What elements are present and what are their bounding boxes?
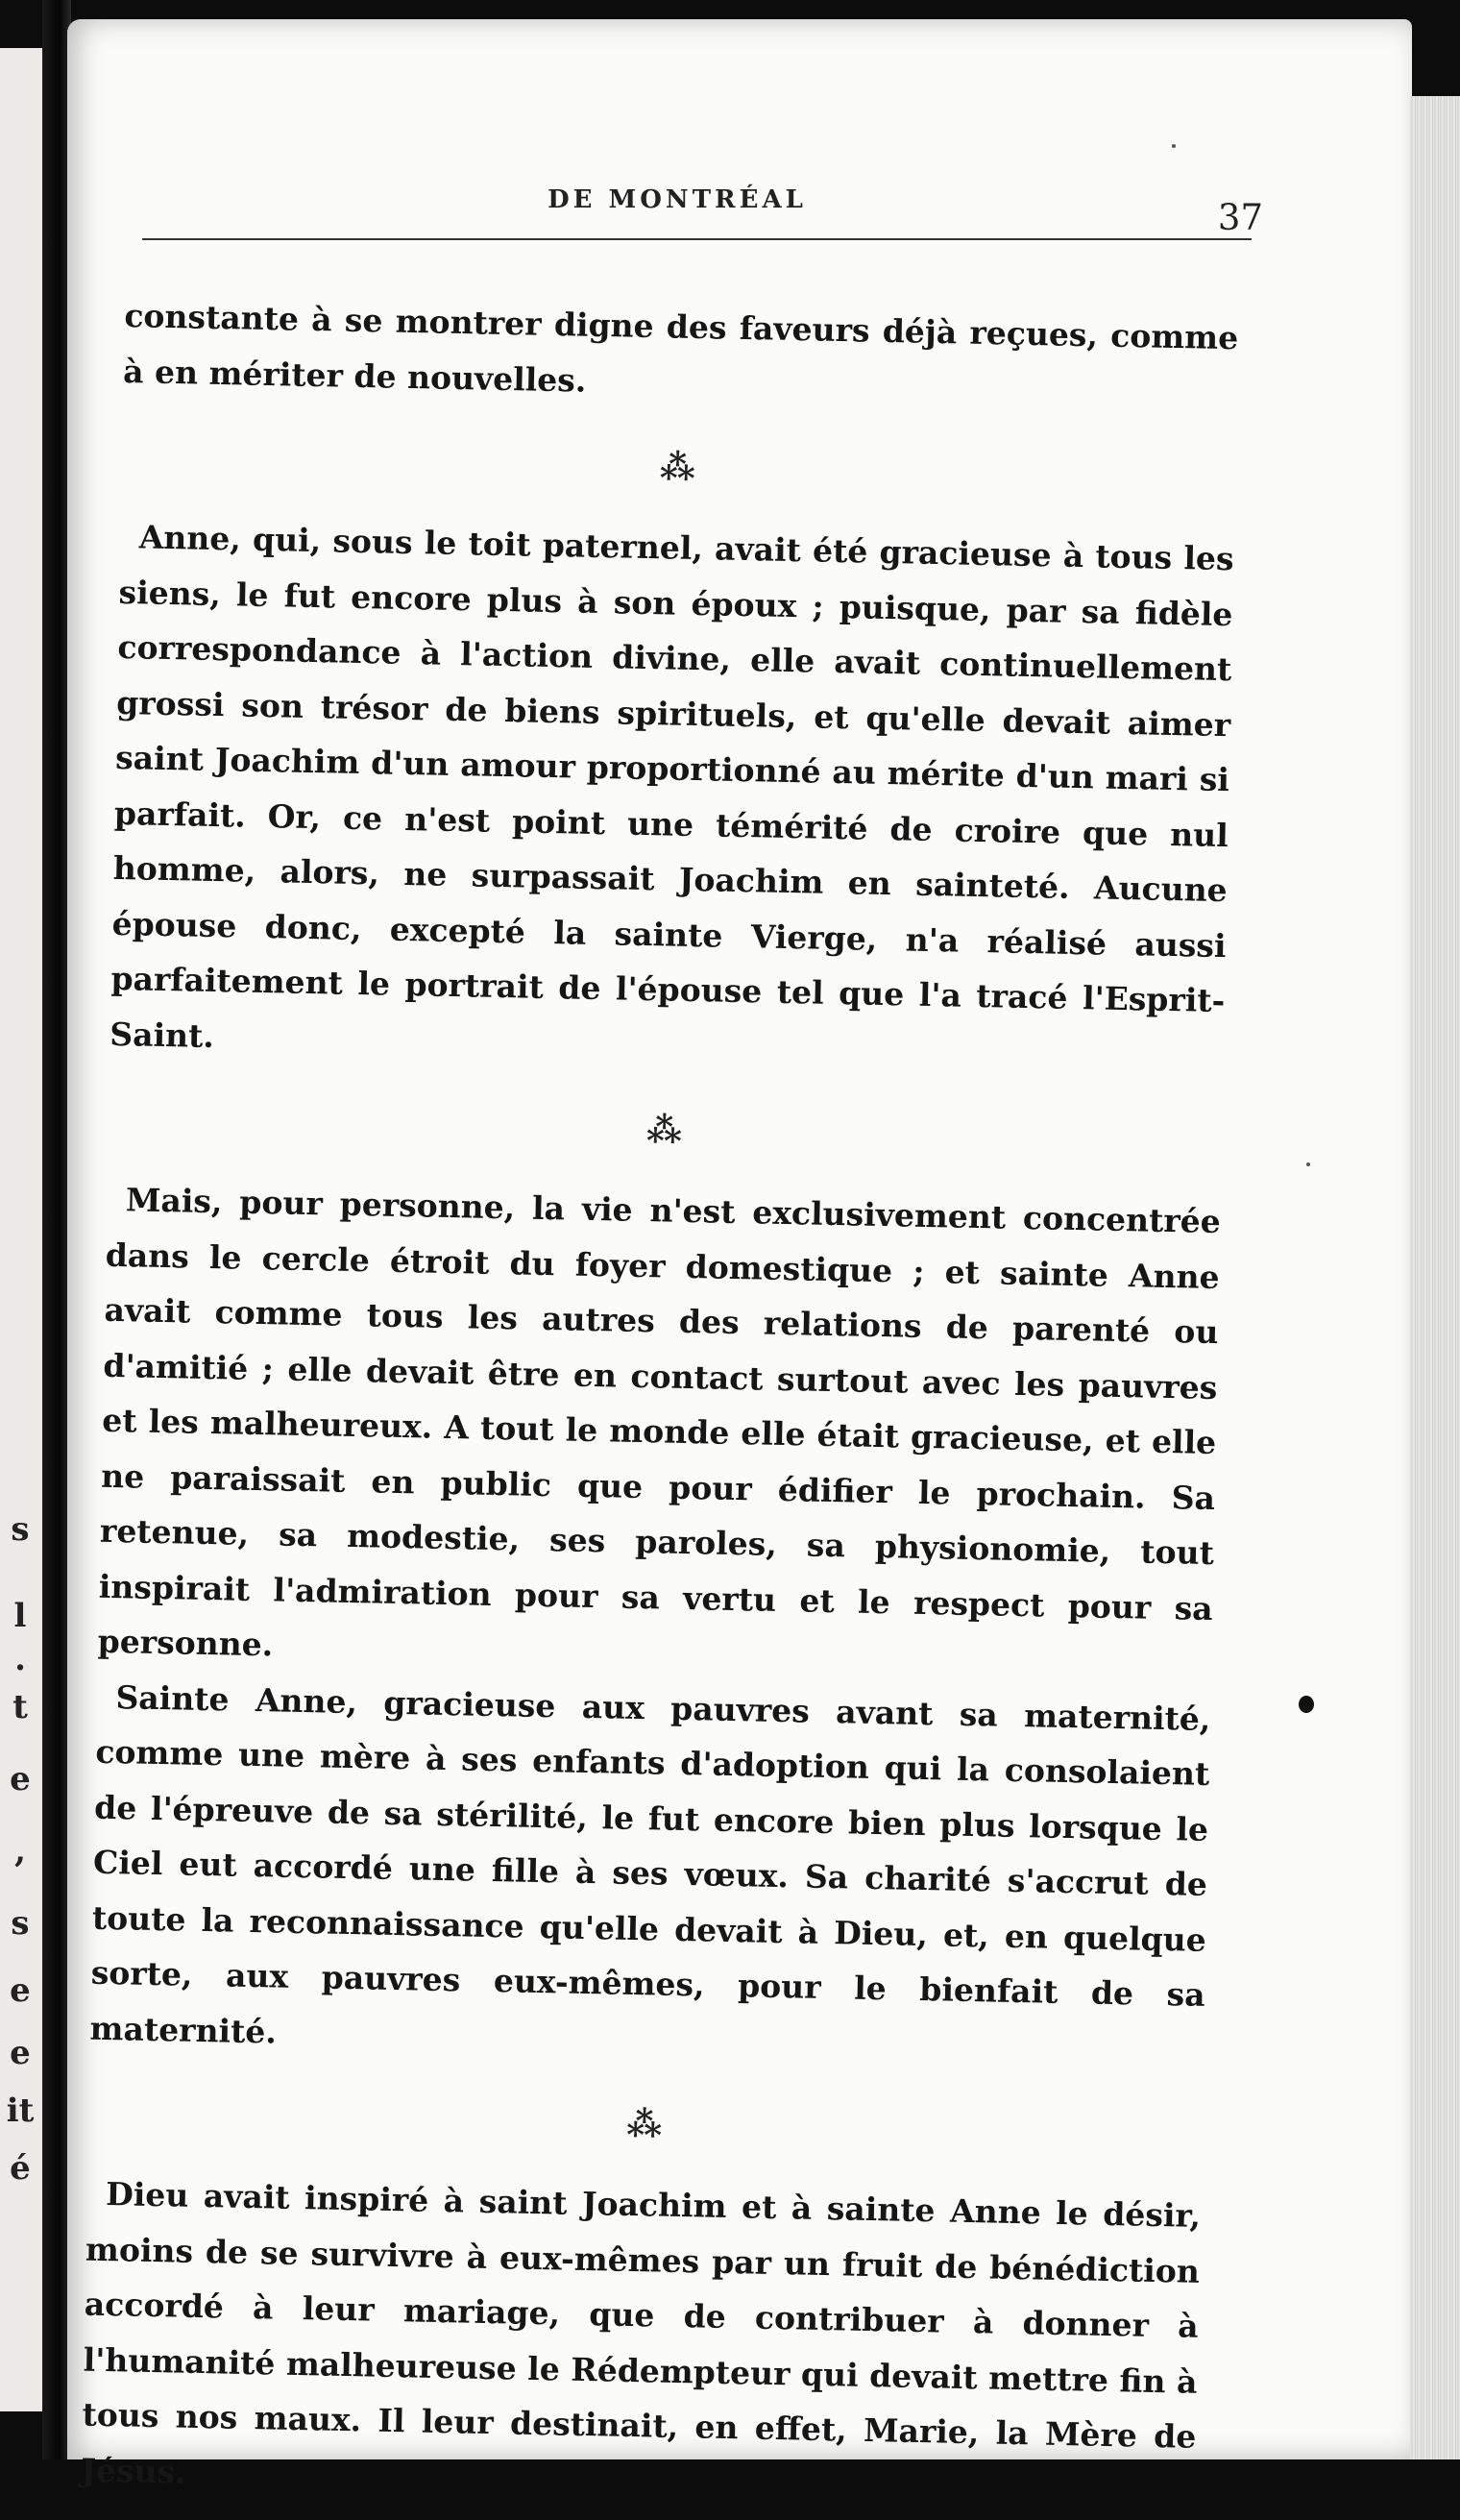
paragraph: Sainte Anne, gracieuse aux pauvres avant sa maternité, comme une mère à ses enfants d'adoption qui la consolaient de l'épreuve de sa stérilité, le fut encore bien plus lorsque le Ciel eut accordé une fille à ses vœux. Sa charité s'accrut de toute la reconnaissance qu'elle devait à Dieu, et, en quelque sorte, aux pauvres eux-mêmes, pour le bienfait de sa maternité. <box>89 1677 1211 2051</box>
facing-page-fragment: . <box>14 1640 26 1678</box>
asterism-glyph: ⁂ <box>659 447 698 488</box>
facing-page-fragment: , <box>14 1832 26 1871</box>
paragraph: Dieu avait inspiré à saint Joachim et à sainte Anne le désir, moins de se survivre à eux-mêmes par un fruit de bénédiction accordé à leur mariage, que de contribuer à donner à l'humanité malheureuse le Rédempteur qui devait mettre fin à tous nos maux. Il leur destinait, en effet, Marie, la Mère de Jésus. <box>81 2175 1202 2491</box>
asterism <box>87 2056 1204 2189</box>
facing-page-fragment: t <box>12 1688 28 1726</box>
paragraph: Mais, pour personne, la vie n'est exclusivement concentrée dans le cercle étroit du foyer domestique ; et sainte Anne avait comme tous les autres des relations de parenté ou d'amitié ; elle devait être en contact surtout avec les pauvres et les malheureux. A tout le monde elle était gracieuse, et elle ne paraissait en public que pour édifier le prochain. Sa retenue, sa modestie, ses paroles, sa physionomie, tout inspirait l'admiration pour sa vertu et le respect pour sa personne. <box>97 1181 1222 1664</box>
body-text <box>81 288 1239 2520</box>
running-title: DE MONTRÉAL <box>548 185 807 214</box>
scan-speck <box>1306 1162 1310 1166</box>
facing-page-edge <box>0 48 42 2411</box>
page-number: 37 <box>1217 197 1263 238</box>
facing-page-fragment: it <box>6 2092 35 2130</box>
paragraph: Anne, qui, sous le toit paternel, avait été gracieuse à tous les siens, le fut encore plus à son époux ; puisque, par sa fidèle correspondance à l'action divine, elle avait continuellement grossi son trésor de biens spirituels, et qu'elle devait aimer saint Joachim d'un amour proportionné au mérite d'un mari si parfait. Or, ce n'est point une témérité de croire que nul homme, alors, ne surpassait Joachim en sainteté. Aucune épouse donc, excepté la sainte Vierge, n'a réalisé aussi parfaitement le portrait de l'épouse tel que l'a tracé l'Esprit-Saint. <box>110 518 1234 1055</box>
facing-page-fragment: l <box>13 1597 27 1635</box>
paragraph: constante à se montrer digne des faveurs déjà reçues, comme à en mériter de nouvelles. <box>122 296 1239 400</box>
asterism <box>108 1062 1224 1194</box>
facing-page-fragment: e <box>10 2034 31 2072</box>
asterism-glyph: ⁂ <box>625 2103 665 2145</box>
facing-page-fragment: e <box>10 1971 31 2010</box>
facing-page-fragment: s <box>11 1510 30 1549</box>
header-rule <box>142 238 1252 240</box>
page-edges <box>1410 96 1460 2459</box>
facing-page-fragment: e <box>10 1760 31 1798</box>
facing-page-fragment: é <box>10 2149 31 2188</box>
scan-speck <box>1172 144 1176 148</box>
margin-dot <box>1299 1696 1314 1713</box>
facing-page-fragment: s <box>11 1904 30 1943</box>
asterism <box>120 399 1236 531</box>
asterism-glyph: ⁂ <box>645 1110 685 1151</box>
